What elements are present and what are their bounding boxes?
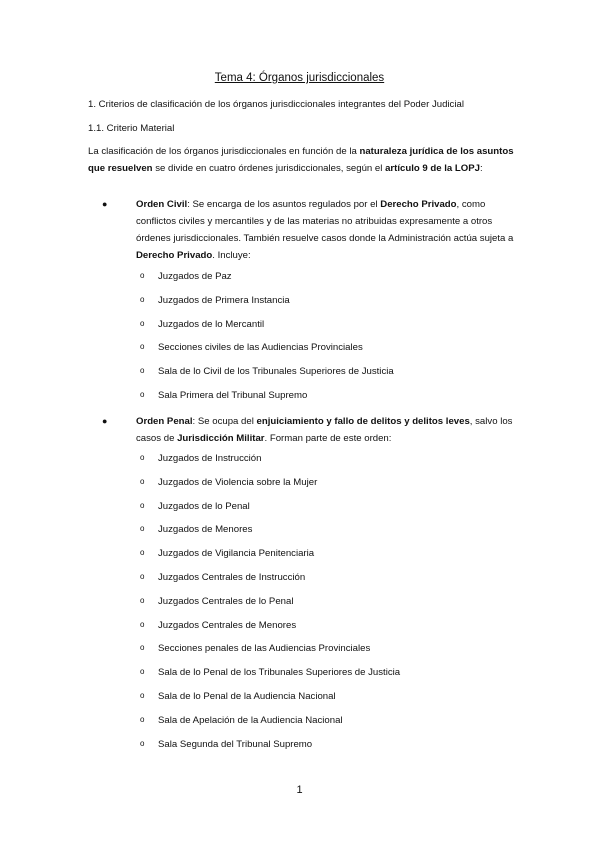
intro-paragraph: [88, 143, 518, 177]
bullet-icon: ●: [102, 416, 108, 426]
list-item: [140, 739, 312, 751]
list-item-label: Sala Segunda del Tribunal Supremo: [158, 738, 313, 750]
list-item-label: Sala de lo Penal de la Audiencia Nacional: [158, 691, 336, 702]
intro-text-2: se divide en cuatro órdenes jurisdiccionales, según el: [152, 163, 386, 174]
list-item-label: Sala de Apelación de la Audiencia Nacional: [158, 714, 343, 726]
intro-text-3: :: [479, 163, 483, 174]
circle-bullet-icon: o: [140, 500, 145, 510]
orden-penal-text-2: , salvo los casos de: [136, 416, 513, 444]
list-item-label: Juzgados de Primera Instancia: [158, 294, 290, 306]
list-item-label: Juzgados de lo Penal: [158, 500, 250, 512]
orden-penal-text-1: : Se ocupa del: [192, 416, 257, 427]
circle-bullet-icon: o: [140, 667, 145, 677]
list-item-label: Sala de lo Civil de los Tribunales Superiores de Justicia: [158, 366, 394, 378]
document-title: Tema 4: Órganos jurisdiccionales: [214, 72, 385, 84]
list-item: [140, 477, 317, 489]
list-item-label: Juzgados de Menores: [158, 524, 253, 536]
orden-civil-text-3: . Incluye:: [212, 250, 251, 261]
list-item: [140, 366, 394, 378]
intro-bold-2: artículo 9 de la LOPJ: [385, 163, 480, 174]
orden-penal-paragraph: [136, 413, 514, 447]
list-item: [140, 501, 250, 513]
circle-bullet-icon: o: [140, 366, 145, 376]
list-item: [140, 715, 343, 727]
circle-bullet-icon: o: [140, 318, 145, 328]
circle-bullet-icon: o: [140, 453, 145, 462]
orden-penal-bold-2: Jurisdicción Militar: [177, 433, 265, 444]
bullet-orden-penal: [104, 413, 514, 447]
orden-civil-label: Orden Civil: [136, 199, 188, 210]
list-item: [140, 295, 290, 307]
heading-criterio-material: 1.1. Criterio Material: [88, 123, 175, 134]
orden-civil-paragraph: [136, 196, 514, 264]
circle-bullet-icon: o: [140, 294, 145, 304]
heading-criterios: 1. Criterios de clasificación de los órganos jurisdiccionales integrantes del Poder Judicial: [88, 99, 464, 110]
circle-bullet-icon: o: [140, 271, 145, 280]
orden-civil-text-1: : Se encarga de los asuntos regulados por el: [187, 199, 381, 210]
list-item: [140, 453, 261, 465]
list-item-label: Juzgados de Instrucción: [158, 453, 262, 464]
list-item: [140, 271, 232, 283]
bullet-icon: ●: [102, 199, 108, 209]
circle-bullet-icon: o: [140, 643, 145, 653]
page-number: 1: [296, 784, 303, 796]
list-item: [140, 524, 252, 536]
list-item-label: Juzgados de Paz: [158, 271, 232, 282]
list-item: [140, 691, 336, 703]
list-item: [140, 643, 370, 655]
orden-penal-label: Orden Penal: [136, 416, 193, 427]
list-item: [140, 596, 293, 608]
list-item-label: Juzgados de Vigilancia Penitenciaria: [158, 548, 315, 560]
intro-bold-1: naturaleza jurídica de los asuntos que resuelven: [88, 146, 514, 174]
orden-penal-bold-1: enjuiciamiento y fallo de delitos y delitos leves: [256, 416, 470, 427]
list-item: [140, 390, 307, 402]
list-item: [140, 319, 264, 331]
list-item: [140, 667, 400, 679]
list-item-label: Sala de lo Penal de los Tribunales Superiores de Justicia: [158, 667, 401, 679]
orden-civil-bold-1: Derecho Privado: [380, 199, 457, 210]
list-item: [140, 342, 363, 354]
circle-bullet-icon: o: [140, 548, 145, 558]
list-item-label: Juzgados de lo Mercantil: [158, 318, 265, 330]
circle-bullet-icon: o: [140, 390, 145, 399]
list-item-label: Secciones civiles de las Audiencias Provinciales: [158, 342, 363, 354]
circle-bullet-icon: o: [140, 524, 145, 534]
circle-bullet-icon: o: [140, 738, 145, 748]
circle-bullet-icon: o: [140, 691, 145, 700]
circle-bullet-icon: o: [140, 619, 145, 629]
circle-bullet-icon: o: [140, 572, 145, 581]
circle-bullet-icon: o: [140, 476, 145, 486]
intro-text-1: La clasificación de los órganos jurisdiccionales en función de la: [88, 146, 360, 157]
orden-penal-text-3: . Forman parte de este orden:: [264, 433, 392, 444]
circle-bullet-icon: o: [140, 342, 145, 352]
list-item-label: Juzgados Centrales de Instrucción: [158, 572, 306, 583]
orden-civil-text-2: , como conflictos civiles y mercantiles y de las materias no atribuidas expresamente a otros órdenes jurisdiccionales. También resuelve casos donde la Administración actúa sujeta a: [136, 199, 514, 244]
circle-bullet-icon: o: [140, 714, 145, 724]
list-item-label: Secciones penales de las Audiencias Provinciales: [158, 643, 371, 655]
orden-civil-bold-2: Derecho Privado: [136, 250, 213, 261]
list-item-label: Sala Primera del Tribunal Supremo: [158, 390, 308, 401]
list-item-label: Juzgados Centrales de lo Penal: [158, 595, 294, 607]
list-item: [140, 620, 296, 632]
list-item: [140, 548, 314, 560]
circle-bullet-icon: o: [140, 595, 145, 605]
list-item-label: Juzgados de Violencia sobre la Mujer: [158, 476, 318, 488]
bullet-orden-civil: [104, 196, 514, 264]
list-item: [140, 572, 305, 584]
list-item-label: Juzgados Centrales de Menores: [158, 619, 297, 631]
